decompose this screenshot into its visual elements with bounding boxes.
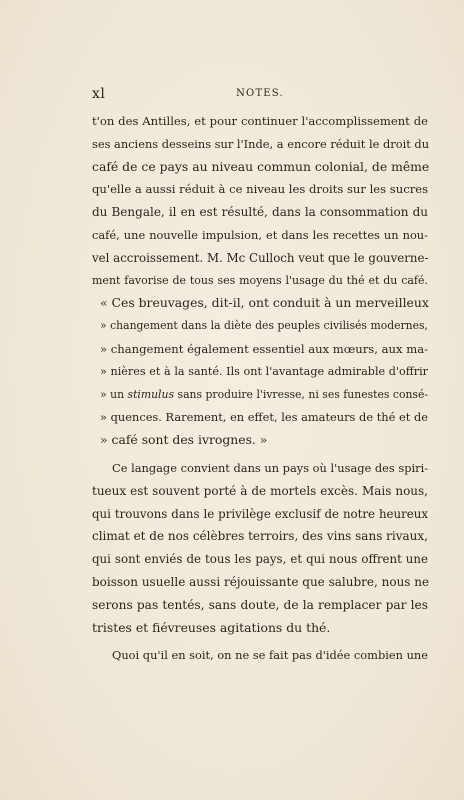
text-line: t'on des Antilles, et pour continuer l'accomplissement de (92, 114, 428, 128)
quote-line: » changement également essentiel aux mœurs, aux ma- (100, 341, 429, 356)
paragraph-3 (92, 644, 428, 667)
text-line: café, une nouvelle impulsion, et dans les recettes un nou- (92, 227, 428, 242)
text-line: qu'elle a aussi réduit à ce niveau les droits sur les sucres (92, 182, 429, 197)
text-line: boisson usuelle aussi réjouissante que salubre, nous ne (92, 574, 430, 589)
paragraph-1 (92, 110, 428, 452)
text-line: climat et de nos célèbres terroirs, des vins sans rivaux, (92, 529, 428, 544)
text-line: café de ce pays au niveau commun colonial, de même (92, 158, 430, 174)
page-header (92, 86, 428, 104)
page-number: xl (92, 86, 106, 102)
quote-line: » nières et à la santé. Ils ont l'avantage admirable d'offrir (100, 364, 428, 378)
text-line: serons pas tentés, sans doute, de la remplacer par les (92, 597, 428, 612)
quote-line: » changement dans la diète des peuples civilisés modernes, (100, 319, 428, 333)
quote-line: » quences. Rarement, en effet, les amateurs de thé et de (100, 410, 428, 425)
text-line: tristes et fiévreuses agitations du thé. (92, 619, 331, 635)
text-line: ment favorise de tous ses moyens l'usage du thé et du café. (92, 273, 428, 287)
text-line: du Bengale, il en est résulté, dans la consommation du (92, 205, 428, 220)
body-text (92, 110, 428, 667)
text-line: Ce langage convient dans un pays où l'usage des spiri- (112, 460, 429, 475)
text-line: qui sont enviés de tous les pays, et qui nous offrent une (92, 552, 428, 567)
running-head: NOTES. (236, 88, 284, 99)
text-line: vel accroissement. M. Mc Culloch veut que le gouverne- (92, 250, 429, 265)
quote-line: » un stimulus sans produire l'ivresse, ni ses funestes consé- (100, 387, 428, 401)
text-line: qui trouvons dans le privilège exclusif de notre heureux (92, 506, 428, 521)
paragraph-2 (92, 457, 428, 639)
text-line: Quoi qu'il en soit, on ne se fait pas d'idée combien une (112, 648, 428, 663)
text-line: tueux est souvent porté à de mortels excès. Mais nous, (92, 483, 428, 498)
text-line: ses anciens desseins sur l'Inde, a encore réduit le droit du (92, 136, 430, 151)
quote-line: » café sont des ivrognes. » (100, 432, 268, 448)
quote-line: « Ces breuvages, dit-il, ont conduit à un merveilleux (100, 295, 429, 311)
